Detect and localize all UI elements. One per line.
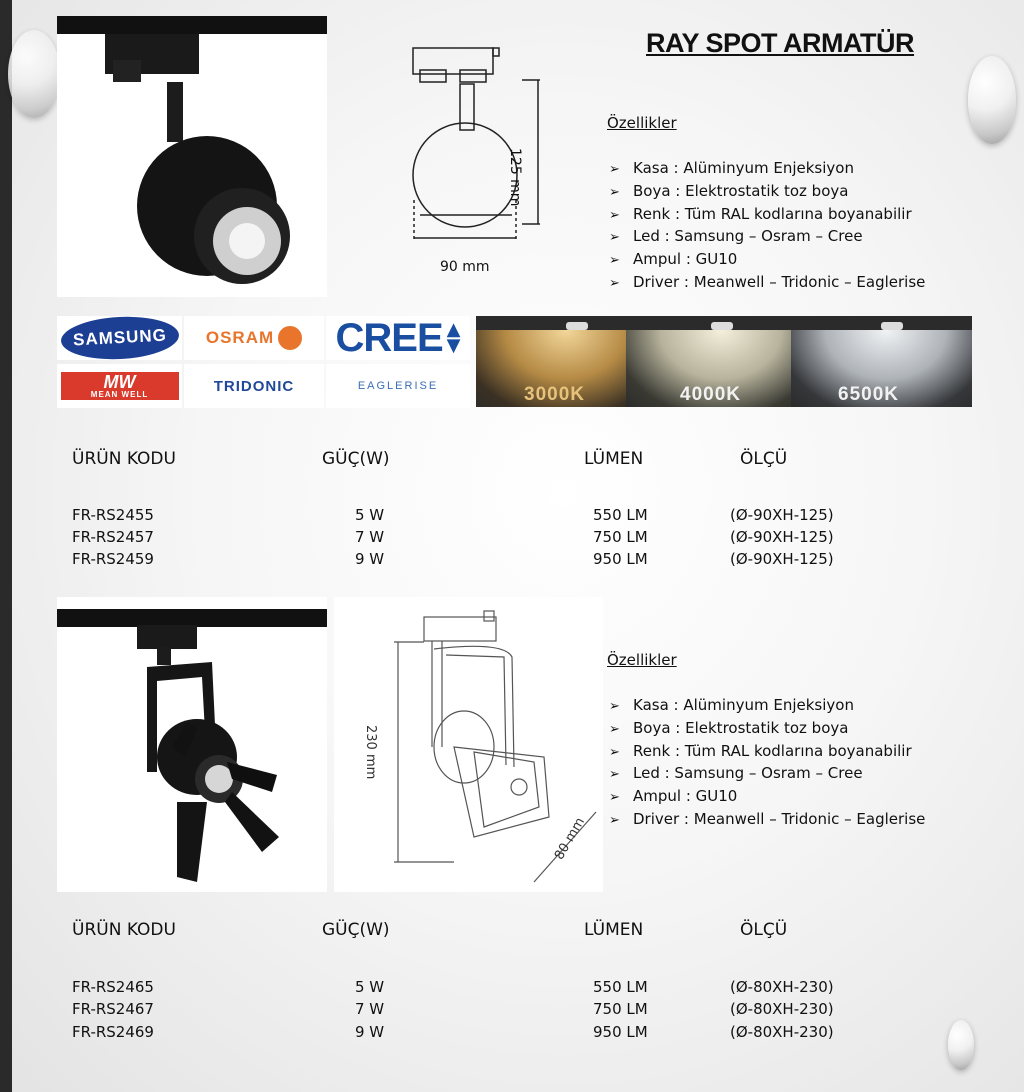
dimension: (Ø-90XH-125) — [730, 528, 834, 546]
list-item: ➢ Kasa : Alüminyum Enjeksiyon — [609, 694, 925, 717]
list-item: ➢ Boya : Elektrostatik toz boya — [609, 717, 925, 740]
arrow-icon: ➢ — [609, 253, 620, 269]
eaglerise-logo: EAGLERISE — [326, 364, 470, 408]
dimension: (Ø-90XH-125) — [730, 506, 834, 524]
arrow-icon: ➢ — [609, 275, 620, 291]
decorative-bubble-top-right — [968, 56, 1016, 144]
product2-height-dimension: 230 mm — [363, 725, 378, 780]
decorative-bubble-top-left — [8, 30, 60, 118]
power: 9 W — [355, 1023, 385, 1041]
lumen: 950 LM — [593, 550, 648, 568]
product2-width-dimension: 80 mm — [552, 815, 588, 863]
product1-technical-drawing — [400, 40, 580, 280]
product2-features-heading: Özellikler — [607, 651, 677, 669]
osram-badge-icon — [278, 326, 302, 350]
lumen: 750 LM — [593, 1000, 648, 1018]
arrow-icon: ➢ — [609, 790, 620, 806]
dimension: (Ø-80XH-230) — [730, 1023, 834, 1041]
header-product-code: ÜRÜN KODU — [72, 449, 176, 469]
header-power: GÜÇ(W) — [322, 920, 390, 940]
dimension: (Ø-90XH-125) — [730, 550, 834, 568]
list-item: ➢ Kasa : Alüminyum Enjeksiyon — [609, 157, 925, 180]
list-item: ➢ Led : Samsung – Osram – Cree — [609, 225, 925, 248]
header-dimension: ÖLÇÜ — [740, 920, 788, 940]
arrow-icon: ➢ — [609, 162, 620, 177]
power: 5 W — [355, 506, 385, 524]
left-edge-bar — [0, 0, 12, 1092]
cree-logo: CREE ▲ ▼ — [326, 316, 470, 360]
list-item: ➢ Driver : Meanwell – Tridonic – Eaglerise — [609, 808, 925, 831]
list-item: ➢ Boya : Elektrostatik toz boya — [609, 180, 925, 203]
product1-photo — [57, 16, 327, 297]
power: 7 W — [355, 1000, 385, 1018]
arrow-icon: ➢ — [609, 767, 620, 783]
dimension: (Ø-80XH-230) — [730, 978, 834, 996]
list-item: ➢ Ampul : GU10 — [609, 785, 925, 808]
list-item: ➢ Renk : Tüm RAL kodlarına boyanabilir — [609, 203, 925, 226]
header-dimension: ÖLÇÜ — [740, 449, 788, 469]
product2-features-list — [609, 694, 925, 831]
header-lumen: LÜMEN — [584, 920, 644, 940]
lumen: 550 LM — [593, 978, 648, 996]
arrow-icon: ➢ — [609, 184, 620, 200]
color-temperature-strip — [476, 316, 972, 407]
product-code: FR-RS2455 — [72, 506, 154, 524]
power: 7 W — [355, 528, 385, 546]
arrow-icon: ➢ — [609, 699, 620, 714]
list-item: ➢ Led : Samsung – Osram – Cree — [609, 762, 925, 785]
product2-technical-drawing — [334, 597, 603, 892]
lamp-icon — [711, 322, 733, 330]
arrow-icon: ➢ — [609, 721, 620, 737]
decorative-bubble-bottom-right — [948, 1020, 974, 1070]
product-code: FR-RS2459 — [72, 550, 154, 568]
lamp-icon — [566, 322, 588, 330]
arrow-icon: ➢ — [609, 812, 620, 828]
arrow-icon: ➢ — [609, 207, 620, 223]
dimension: (Ø-80XH-230) — [730, 1000, 834, 1018]
osram-logo: OSRAM — [184, 316, 324, 360]
lumen: 750 LM — [593, 528, 648, 546]
product1-features-list — [609, 157, 925, 294]
arrow-icon: ➢ — [609, 744, 620, 760]
tridonic-logo: TRIDONIC — [184, 364, 324, 408]
product2-photo — [57, 597, 327, 892]
product1-width-dimension: 90 mm — [440, 259, 490, 275]
arrow-icon: ➢ — [609, 230, 620, 246]
lumen: 550 LM — [593, 506, 648, 524]
product-code: FR-RS2467 — [72, 1000, 154, 1018]
color-temp-3000k: 3000K — [524, 384, 585, 405]
header-lumen: LÜMEN — [584, 449, 644, 469]
color-temp-6500k: 6500K — [838, 384, 899, 405]
color-temp-4000k: 4000K — [680, 384, 741, 405]
product-code: FR-RS2457 — [72, 528, 154, 546]
header-product-code: ÜRÜN KODU — [72, 920, 176, 940]
meanwell-logo: MW MEAN WELL — [57, 364, 182, 408]
product-code: FR-RS2465 — [72, 978, 154, 996]
header-power: GÜÇ(W) — [322, 449, 390, 469]
list-item: ➢ Ampul : GU10 — [609, 248, 925, 271]
product1-features-heading: Özellikler — [607, 114, 677, 132]
page-title: RAY SPOT ARMATÜR — [646, 28, 915, 58]
lamp-icon — [881, 322, 903, 330]
power: 5 W — [355, 978, 385, 996]
cree-arrows-icon: ▲ ▼ — [446, 318, 461, 356]
list-item: ➢ Driver : Meanwell – Tridonic – Eaglerise — [609, 271, 925, 294]
list-item: ➢ Renk : Tüm RAL kodlarına boyanabilir — [609, 740, 925, 763]
lumen: 950 LM — [593, 1023, 648, 1041]
product1-height-dimension: 125 mm — [507, 148, 523, 207]
power: 9 W — [355, 550, 385, 568]
product-code: FR-RS2469 — [72, 1023, 154, 1041]
samsung-logo: SAMSUNG — [57, 316, 182, 360]
